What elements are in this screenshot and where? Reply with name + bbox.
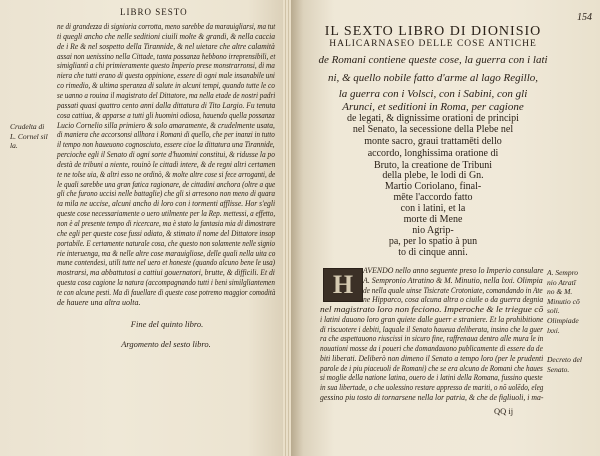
margin-note-line: Senato. bbox=[547, 364, 570, 374]
margin-note-line: la. bbox=[10, 141, 18, 150]
text-line: in sua libertade, o che uolessino restare appresso de mariti, o nō uolēdo, eleg bbox=[320, 383, 544, 392]
title-line: to di cinque anni. bbox=[398, 247, 468, 258]
text-line: ta mila ne uccise, alcuni ancho di loro con i tormenti afflisse. Hor s'egli bbox=[57, 199, 276, 209]
page-number: 154 bbox=[577, 12, 592, 23]
title-line: de legati, & dignissime orationi de principi bbox=[347, 113, 519, 124]
title-line: ni, & quello nobile fatto d'arme al lago Regillo, bbox=[327, 72, 539, 84]
text-line: queste cose necessariamente o uero utilmente per la Rep. mettessi, a effetto, bbox=[57, 209, 276, 219]
text-line: ne di grandezza di signioria corrotta, meno sarebbe da marauigliarsi, ma tut bbox=[57, 22, 276, 31]
title-line: de Romani contiene queste cose, la guerra con i lati bbox=[318, 54, 548, 66]
text-line: niera che tutti erano di questa oppinione, essere di ogni male insanabile uni bbox=[57, 71, 275, 81]
signature-mark: QQ ij bbox=[494, 406, 514, 416]
text-line: cosa cattiua, & apparse a tutti gli huomini odiosa, hauendo quella possanza bbox=[57, 110, 275, 120]
text-line: de hauere una altra uolta. bbox=[57, 297, 141, 307]
text-line: Lucio Cornelio silla primiero & solo amaramente, & crudelmente usata, bbox=[57, 120, 275, 130]
title-line: pa, per lo spatio à pun bbox=[388, 236, 478, 247]
title-line: Arunci, et seditioni in Roma, per cagione bbox=[342, 101, 524, 113]
end-of-book-label: Fine del quinto libro. bbox=[130, 319, 204, 329]
text-line: te ne tolse uia, & altri esso ne ordinò, & molte altre cose si fece arroganti, de bbox=[57, 169, 276, 179]
text-line: portabile. E certamente naturale cosa, che questo non solamente nelle signio bbox=[57, 238, 276, 248]
margin-note-line: Olimpiade bbox=[547, 316, 579, 325]
margin-note-line: no & M. bbox=[547, 287, 573, 296]
title-line: la guerra con i Volsci, con i Sabini, con gli bbox=[338, 88, 528, 100]
text-line: di riscuotere i debiti, laquale il Senato haueua deliberata, insino che la guer bbox=[320, 324, 543, 334]
text-line: che egli per queste cose fussi odiato, & stimato il nome del Dittatore insop bbox=[57, 228, 276, 238]
text-line: rie interuenga, ma & nelle altre cose marauigliose, delle quali nella uita co bbox=[57, 248, 276, 258]
text-line: AVENDO nello anno seguente preso lo Imperio consulare bbox=[363, 266, 544, 275]
text-line: nouationi mosse da i poueri che domandauono publicamente di essere da de bbox=[320, 344, 543, 353]
text-line: mune contendesi, utili tutte nel uero et honeste (quando alcuno bene le usa) bbox=[57, 258, 276, 268]
text-line: parole de i piu piaceuoli de Romani) che se era alcuno de Romani che haues bbox=[320, 363, 543, 373]
text-line: destà de tribuni a niente, rouinò le cittadi intere, & de regni altri certamen bbox=[57, 159, 276, 169]
text-line: ra che aspettauono riuscissi in sicuro fine, raffrenaua dentro alle mura le in bbox=[320, 334, 544, 344]
text-line: co rimedio, & ultima speranza di salute in alcuni tempi, quando tutte le co bbox=[57, 81, 275, 91]
title-line: nio Agrip- bbox=[412, 225, 454, 236]
text-line: passati quasi quattro cento anni dalla dittatura di Tito Largio. Fu tenuta bbox=[57, 100, 276, 110]
margin-note-line: A. Sempro bbox=[547, 268, 578, 277]
text-line: i latini dauono loro gran quiete dalle guerr e straniere. Et la prohibitione bbox=[320, 314, 544, 324]
text-line: A. Sempronio Atratino & M. Minutio, nella lxxi. Olimpia bbox=[363, 275, 543, 285]
title-line: Martio Coriolano, final- bbox=[384, 181, 482, 192]
text-line: si moglie della natione latina, ouero de i latini della Romana, fussino queste bbox=[320, 373, 543, 383]
text-line: gessino piu tosto di tornarsene nella lor patria, & che de figliuoli, i ma- bbox=[320, 392, 544, 402]
margin-note-line: Decreto del bbox=[547, 355, 582, 364]
text-line: ne Hipparco, cosa alcuna altra o ciuile o da guerra degnia bbox=[363, 295, 544, 305]
text-line: te con alcune pesti. Ma di fauellare di queste cose potremo maggior comodità bbox=[57, 287, 276, 297]
text-line: de nella quale uinse Tisicrate Crotoniate, comandando in Ate bbox=[363, 285, 543, 295]
text-line: di maniera che accorsonsi allhora i Romani di quello, che per inanzi in tutto bbox=[57, 130, 275, 140]
title-line: IL SEXTO LIBRO DI DIONISIO bbox=[324, 24, 542, 39]
title-line: accordo, longhissima oratione di bbox=[367, 148, 499, 159]
text-line: simigliantì a chi primieramente questo Imperio prese monstrarronsi, di ma bbox=[57, 61, 275, 71]
argument-heading: Argomento del sesto libro. bbox=[121, 339, 211, 349]
title-line: HALICARNASEO DELLE COSE ANTICHE bbox=[329, 39, 537, 49]
text-line: le quali sarebbe una gran fatica ragionare, de cittadini anchora (oltre a que bbox=[57, 179, 276, 189]
text-line: ti quegli ancho che nelle seditioni ciuili molte & grandi, & nella caccia bbox=[57, 31, 276, 41]
text-line: questa cosa cagione la natura (accompagnando tutti i beni similgliantemen bbox=[57, 278, 275, 288]
text-line: il tempo non haueuono cognosciuto, essere cioe la dittatura una Tirannide, bbox=[57, 140, 275, 150]
drop-cap-letter: H bbox=[332, 270, 354, 299]
title-line: con i latini, et la bbox=[400, 203, 466, 214]
text-line: mostrarsi, ma abbattutosi a cattiui gouernatori, brutte, & difficili. Et di bbox=[57, 268, 275, 278]
text-line: gli che furono uccisi nelle battaglie) che gli si arresono non meno di quara bbox=[57, 189, 276, 199]
text-line: nel magistrato loro non feciono. Imperoche & le triegue cō bbox=[320, 305, 544, 314]
title-line: della plebe, le lodi di Gn. bbox=[382, 170, 484, 181]
decorated-initial bbox=[323, 268, 363, 302]
title-line: Bruto, la creatione de Tribuni bbox=[373, 160, 493, 171]
margin-note-line: Crudelta di bbox=[10, 122, 45, 131]
text-line: se uanno a rouina il magistrato del Dittatore, ma nella etade de nostri padri bbox=[57, 90, 276, 100]
title-line: monte sacro, graui trattamēti dello bbox=[364, 136, 502, 147]
text-line: non è al presente tempo di ricercare, ma è stato la fantasia mia di dimostrare bbox=[57, 219, 276, 228]
margin-note-line: lxxi. bbox=[547, 325, 560, 335]
margin-note-line: nio Atratī bbox=[547, 277, 576, 287]
text-line: de i Re & nel sospetto della Tirannide, & nel uietare che altre calamità bbox=[57, 41, 275, 51]
title-line: nel Senato, la secessione della Plebe nel bbox=[352, 124, 514, 135]
margin-note-line: soli. bbox=[547, 306, 560, 315]
running-head: LIBRO SESTO bbox=[120, 7, 188, 17]
title-line: morte di Mene bbox=[403, 214, 463, 225]
title-line: mēte l'accordo fatto bbox=[393, 192, 473, 203]
text-line: percioche egli il Senato di ogni sorte d'huomini constitui, & ridusse la po bbox=[57, 150, 275, 160]
margin-note-line: L. Cornel sil bbox=[10, 131, 48, 141]
text-line: assai non uenissino nella Cittade, tanta possanza hebbono irreprensibili, et bbox=[57, 51, 276, 61]
margin-note-left bbox=[10, 122, 48, 151]
text-line: biti liberati. Deliberò non dimeno il Senato a tempo loro (per le prudenti bbox=[320, 353, 544, 363]
margin-note-line: Minutio cō bbox=[547, 296, 580, 306]
